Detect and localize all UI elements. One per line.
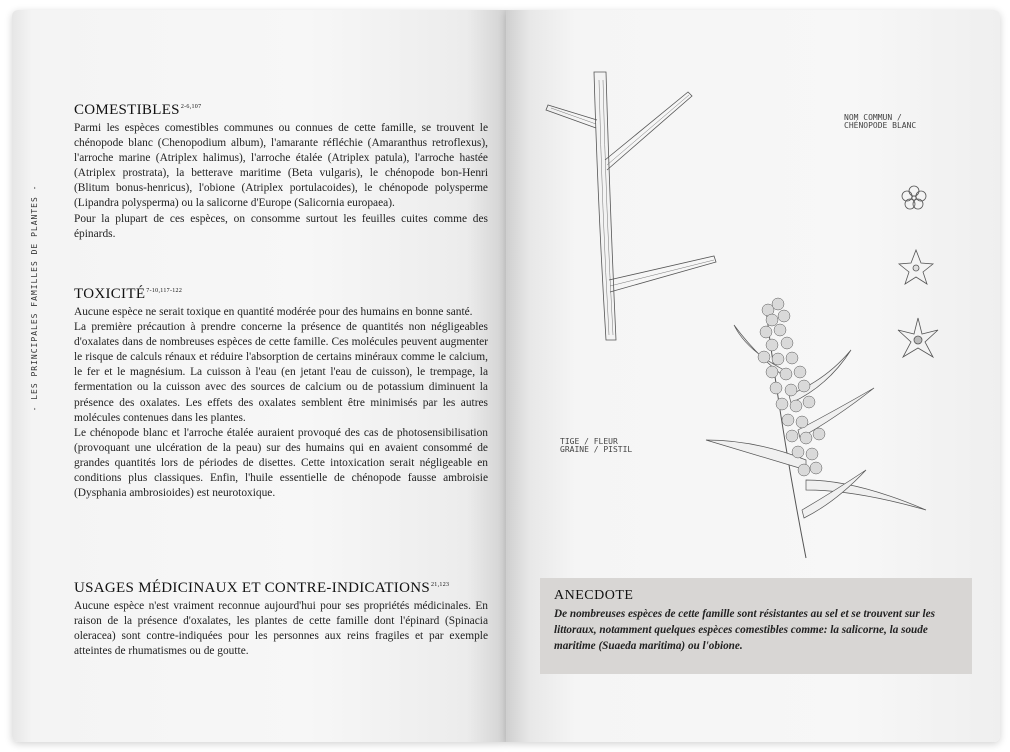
running-head: - LES PRINCIPALES FAMILLES DE PLANTES - xyxy=(30,184,39,412)
botanical-illustration xyxy=(506,10,1000,570)
anecdote-title: ANECDOTE xyxy=(554,588,634,603)
flowering-branch-drawing xyxy=(706,298,926,558)
anecdote-text: De nombreuses espèces de cette famille sont résistantes au sel et se trouvent sur les littoraux, notamment quelques espèces comestibles comme: la salicorne, la soude maritime (Suaeda maritima) ou l'obione. xyxy=(554,608,935,652)
paragraph: Le chénopode blanc et l'arroche étalée auraient provoqué des cas de photosensibilisation (provoquant une ulcération de la peau) sur des humains qui en avaient consommé de grandes quantités lors de périodes de disettes. Cette intoxication serait négligeable en conditions plus classiques. Enfin, l'huile essentielle de chénopode fausse ambroisie (Dysphania ambrosioides) est neurotoxique. xyxy=(74,426,488,500)
illustration-label-nom xyxy=(844,114,916,130)
section-refs: 7-10,117-122 xyxy=(146,288,183,294)
label-line: TIGE / FLEUR xyxy=(560,437,618,446)
stem-drawing xyxy=(546,72,716,340)
left-page xyxy=(12,10,506,742)
right-page xyxy=(506,10,1000,742)
illustration-label-tige xyxy=(560,438,632,454)
paragraph: La première précaution à prendre concerne la présence de quantités non négligeables d'oxalates dans de nombreuses espèces de cette famille. Ces molécules peuvent augmenter le risque de calculs rénaux et réduire l'absorption de certains minéraux comme le calcium, le fer et le magnésium. La cuisson à l'eau (en jetant l'eau de cuisson), le trempage, la fermentation ou la cuisson avec des sources de calcium ou de potassium diminuent la présence des oxalates. Les effets des oxalates semblent être minimisés par les autres molécules contenues dans les plantes. xyxy=(74,321,488,424)
label-line: GRAINE / PISTIL xyxy=(560,445,633,454)
anecdote-box xyxy=(540,578,972,674)
section-usages-medicinaux xyxy=(74,580,488,659)
section-title: TOXICITÉ$^{7-10,117-122}$ xyxy=(74,286,183,302)
section-toxicite xyxy=(74,286,488,501)
section-comestibles xyxy=(74,102,488,242)
section-title: COMESTIBLES$^{2-6,107}$ xyxy=(74,102,202,118)
paragraph: Aucune espèce n'est vraiment reconnue aujourd'hui pour ses propriétés médicinales. En raison de la présence d'oxalates, les plantes de cette famille dont l'épinard (Spinacia oleracea) sont contre-indiquées pour les personnes aux reins fragiles et par exemple atteintes de rhumatismes ou de goutte. xyxy=(74,600,488,658)
label-line: CHÉNOPODE BLANC xyxy=(844,121,917,130)
section-refs: 21,123 xyxy=(431,582,450,588)
section-title: USAGES MÉDICINAUX ET CONTRE-INDICATIONS$^{21,123}$ xyxy=(74,580,450,596)
paragraph: Parmi les espèces comestibles communes ou connues de cette famille, se trouvent le chénopode blanc (Chenopodium album), l'amarante réfléchie (Amaranthus retroflexus), l'arroche marine (Atriplex halimus), l'arroche étalée (Atriplex patula), l'arroche hastée (Atriplex prostrata), la betterave maritime (Beta vulgaris), le chénopode bon-Henri (Blitum bonus-henricus), l'obione (Atriplex portulacoides), le chénopode polysperme (Lipandra polysperma) ou la salicorne d'Europe (Salicornia europaea). xyxy=(74,122,488,210)
flower-detail-drawings xyxy=(898,186,938,357)
section-refs: 2-6,107 xyxy=(180,104,202,110)
paragraph: Aucune espèce ne serait toxique en quantité modérée pour des humains en bonne santé. xyxy=(74,306,473,318)
paragraph: Pour la plupart de ces espèces, on consomme surtout les feuilles cuites comme des épinards. xyxy=(74,212,488,240)
label-line: NOM COMMUN / xyxy=(844,113,902,122)
